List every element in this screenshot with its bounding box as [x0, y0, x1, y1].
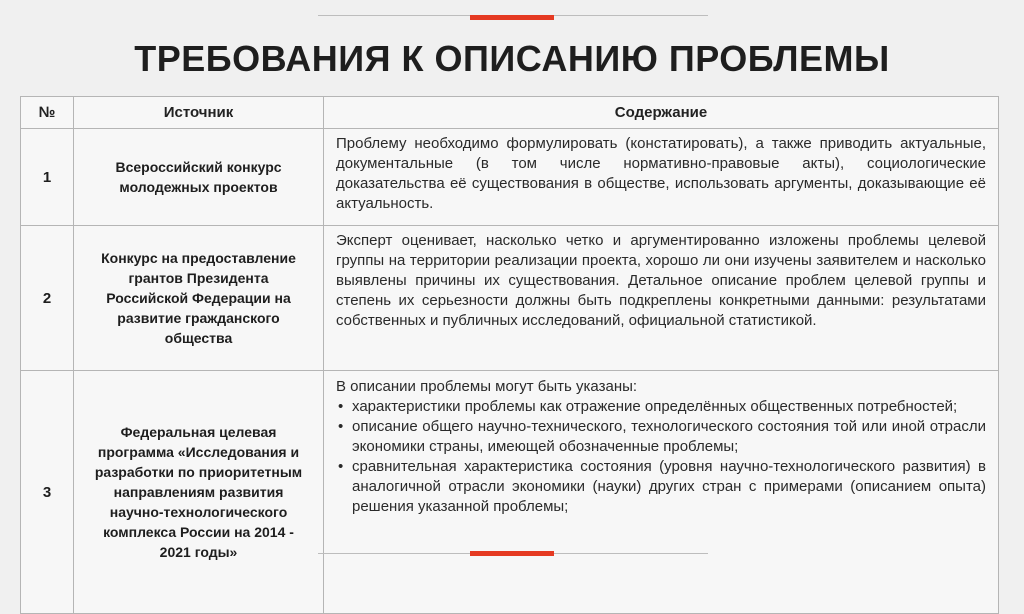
list-item: • сравнительная характеристика состояния (уровня научно-технологического развития) в аналогичной отрасли экономики (науки) других стран с примерами (описанием опыта) решения указанной проблемы; — [336, 457, 986, 517]
table-header-row — [21, 97, 999, 129]
row-number: 3 — [21, 371, 74, 614]
header-content: Содержание — [324, 97, 999, 129]
row-content: Проблему необходимо формулировать (констатировать), а также приводить актуальные, документальные (в том числе нормативно-правовые акты), социологические доказательства её существования в обществе, использовать аргументы, доказывающие её актуальность. — [324, 129, 999, 226]
row-source: Конкурс на предоставление грантов Президента Российской Федерации на развитие гражданского общества — [74, 226, 324, 371]
list-item: • характеристики проблемы как отражение определённых общественных потребностей; — [336, 397, 986, 417]
list-item: • описание общего научно-технического, технологического состояния той или иной отрасли экономики страны, имеющей обозначенные проблемы; — [336, 417, 986, 457]
table-row — [21, 129, 999, 226]
content-bullet-list — [336, 397, 986, 517]
row-content: Эксперт оценивает, насколько четко и аргументированно изложены проблемы целевой группы на территории реализации проекта, хорошо ли они изучены заявителем и насколько выявлены причины их существования. Детальное описание проблем целевой группы и степень их серьезности должны быть подкреплены конкретными данными: результатами собственных и публичных исследований, официальной статистикой. — [324, 226, 999, 371]
table-row — [21, 371, 999, 614]
row-number: 1 — [21, 129, 74, 226]
table-row — [21, 226, 999, 371]
header-source: Источник — [74, 97, 324, 129]
content-intro: В описании проблемы могут быть указаны: — [336, 378, 638, 395]
top-accent-bar — [470, 15, 554, 20]
row-source: Федеральная целевая программа «Исследования и разработки по приоритетным направлениям развития научно-технологического комплекса России на 2014 - 2021 годы» — [74, 371, 324, 614]
row-content — [324, 371, 999, 614]
row-number: 2 — [21, 226, 74, 371]
header-num: № — [21, 97, 74, 129]
bottom-accent-bar — [470, 551, 554, 556]
page-title: ТРЕБОВАНИЯ К ОПИСАНИЮ ПРОБЛЕМЫ — [134, 38, 890, 79]
row-source: Всероссийский конкурс молодежных проектов — [74, 129, 324, 226]
requirements-table — [20, 96, 999, 614]
